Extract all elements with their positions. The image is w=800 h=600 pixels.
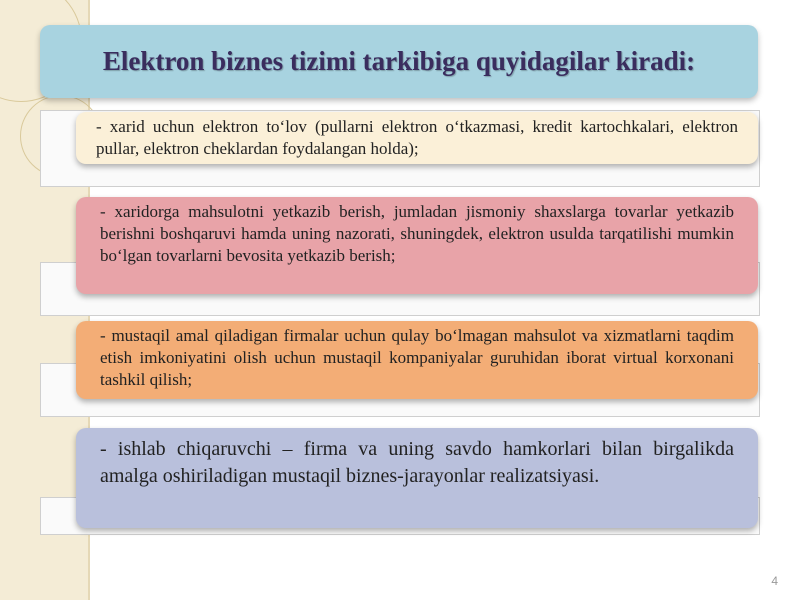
list-item-delivery: - xaridorga mahsulotni yetkazib berish, jumladan jismoniy shaxslarga tovarlar yetkazib berishni boshqaruvi hamda uning nazorati, shuningdek, elektron usulda tarqatilishi mumkin bo‘lgan tovarlarni bevosita yetkazib berish;: [76, 197, 758, 294]
page-number: 4: [771, 574, 778, 588]
list-item-payment: - xarid uchun elektron to‘lov (pullarni elektron o‘tkazmasi, kredit kartochkalari, elektron pullar, elektron cheklardan foydalangan holda);: [76, 112, 758, 164]
list-item-business-processes: - ishlab chiqaruvchi – firma va uning savdo hamkorlari bilan birgalikda amalga oshiriladigan mustaqil biznes-jarayonlar realizatsiyasi.: [76, 428, 758, 528]
slide-title: Elektron biznes tizimi tarkibiga quyidagilar kiradi:: [102, 46, 696, 76]
title-box: [40, 25, 758, 98]
list-item-virtual-enterprise: - mustaqil amal qiladigan firmalar uchun qulay bo‘lmagan mahsulot va xizmatlarni taqdim etish imkoniyatini olish uchun mustaqil kompaniyalar guruhidan iborat virtual korxonani tashkil qilish;: [76, 321, 758, 399]
